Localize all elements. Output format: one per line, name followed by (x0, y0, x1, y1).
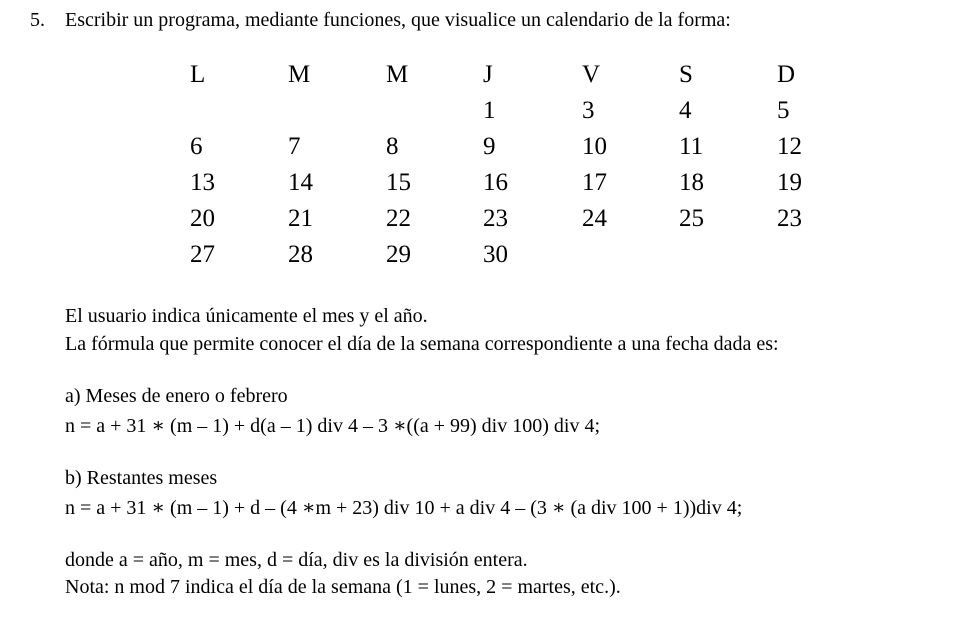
calendar-day: 25 (679, 205, 704, 232)
calendar-day: 5 (777, 97, 790, 124)
text-user-input: El usuario indica únicamente el mes y el año. (65, 305, 428, 327)
calendar-day: 21 (288, 205, 313, 232)
case-a-formula: n = a + 31 ∗ (m – 1) + d(a – 1) div 4 – 3 ∗((a + 99) div 100) div 4; (65, 415, 600, 437)
calendar-day: 24 (582, 205, 607, 232)
calendar-day: 14 (288, 169, 313, 196)
calendar-header-jueves: J (483, 61, 493, 88)
calendar-day: 11 (679, 133, 704, 160)
calendar-day: 9 (483, 133, 496, 160)
calendar-day: 19 (777, 169, 802, 196)
calendar-day: 29 (386, 241, 411, 268)
calendar-header-sabado: S (679, 61, 693, 88)
calendar-day: 23 (777, 205, 802, 232)
calendar-day: 8 (386, 133, 399, 160)
calendar-day: 16 (483, 169, 508, 196)
calendar-header-miercoles: M (386, 61, 409, 88)
calendar-header-viernes: V (582, 61, 601, 88)
calendar-day: 20 (190, 205, 215, 232)
case-b-formula: n = a + 31 ∗ (m – 1) + d – (4 ∗m + 23) div 10 + a div 4 – (3 ∗ (a div 100 + 1))div 4; (65, 497, 743, 519)
text-formula-intro: La fórmula que permite conocer el día de la semana correspondiente a una fecha dada es: (65, 333, 779, 355)
calendar-day: 7 (288, 133, 301, 160)
calendar-day: 15 (386, 169, 411, 196)
calendar-day: 3 (582, 97, 595, 124)
calendar-header-domingo: D (777, 61, 796, 88)
calendar-day: 28 (288, 241, 313, 268)
calendar-day: 10 (582, 133, 607, 160)
case-a-title: a) Meses de enero o febrero (65, 385, 288, 407)
calendar-header-lunes: L (190, 61, 206, 88)
calendar-day: 18 (679, 169, 704, 196)
calendar-day: 1 (483, 97, 496, 124)
calendar-day: 17 (582, 169, 607, 196)
case-b-title: b) Restantes meses (65, 467, 218, 489)
calendar-day: 12 (777, 133, 802, 160)
text-definitions: donde a = año, m = mes, d = día, div es la división entera. (65, 549, 528, 571)
exercise-statement: Escribir un programa, mediante funciones, que visualice un calendario de la forma: (65, 9, 731, 31)
calendar-day: 6 (190, 133, 203, 160)
calendar-day: 13 (190, 169, 215, 196)
calendar-day: 23 (483, 205, 508, 232)
calendar-day: 27 (190, 241, 215, 268)
calendar-day: 22 (386, 205, 411, 232)
calendar-header-martes: M (288, 61, 311, 88)
exercise-number: 5. (30, 9, 45, 31)
calendar-day: 4 (679, 97, 692, 124)
text-note: Nota: n mod 7 indica el día de la semana (1 = lunes, 2 = martes, etc.). (65, 576, 621, 598)
calendar-day: 30 (483, 241, 508, 268)
